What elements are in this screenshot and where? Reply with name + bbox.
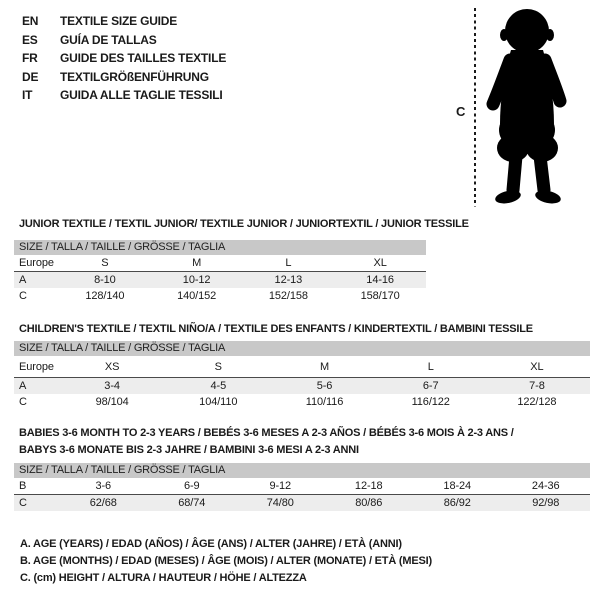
language-row — [22, 49, 226, 68]
table-row-height — [14, 394, 590, 410]
value-cell: 152/158 — [268, 290, 308, 302]
language-code: EN — [22, 14, 39, 28]
table-row-age-months — [14, 478, 590, 495]
size-header-bar: SIZE / TALLA / TAILLE / GRÖSSE / TAGLIA — [14, 341, 590, 356]
value-cell: 80/86 — [355, 497, 383, 509]
size-cell: XL — [373, 257, 387, 269]
value-cell: 6-9 — [183, 480, 200, 492]
value-cell: 12-18 — [354, 480, 383, 492]
value-cell: 158/170 — [360, 290, 400, 302]
language-title: GUIDE DES TAILLES TEXTILE — [60, 51, 227, 65]
table-row-height — [14, 495, 590, 511]
language-code: DE — [22, 69, 39, 84]
value-cell: 8-10 — [94, 274, 116, 286]
junior-size-table — [14, 218, 469, 304]
language-row — [22, 86, 226, 105]
language-title: TEXTILGRÖßENFÜHRUNG — [60, 69, 209, 84]
height-measure-label: C — [456, 104, 466, 119]
value-cell: 18-24 — [443, 480, 472, 492]
language-row — [22, 68, 226, 87]
row-label: Europe — [19, 257, 54, 269]
value-cell: 98/104 — [95, 396, 129, 408]
legend-line-a: A. AGE (YEARS) / EDAD (AÑOS) / ÂGE (ANS) / ALTER (JAHRE) / ETÀ (ANNI) — [20, 538, 402, 550]
row-label: Europe — [19, 360, 54, 373]
value-cell: 3-6 — [95, 480, 112, 492]
table-title: CHILDREN'S TEXTILE / TEXTIL NIÑO/A / TEXTILE DES ENFANTS / KINDERTEXTIL / BAMBINI TESSILE — [19, 323, 533, 335]
value-cell: 9-12 — [269, 480, 292, 492]
language-code: FR — [22, 51, 38, 65]
size-header-bar: SIZE / TALLA / TAILLE / GRÖSSE / TAGLIA — [14, 463, 590, 478]
table-title-block — [14, 425, 590, 459]
table-row-age — [14, 378, 590, 394]
value-cell: 68/74 — [178, 497, 206, 509]
legend-line-c: C. (cm) HEIGHT / ALTURA / HAUTEUR / HÖHE / ALTEZZA — [20, 572, 307, 585]
children-size-table — [14, 323, 590, 410]
language-code: ES — [22, 32, 38, 47]
baby-silhouette-icon — [483, 8, 575, 213]
table-title-line2: BABYS 3-6 MONATE BIS 2-3 JAHRE / BAMBINI 3-6 MESI A 2-3 ANNI — [19, 444, 359, 456]
row-label: C — [19, 396, 27, 408]
value-cell: 5-6 — [316, 380, 333, 392]
value-cell: 14-16 — [366, 274, 394, 286]
row-label: A — [19, 274, 27, 286]
value-cell: 4-5 — [210, 380, 227, 392]
row-label: A — [19, 380, 27, 392]
size-cell: M — [319, 360, 330, 373]
size-cell: S — [101, 257, 109, 269]
row-label: C — [19, 290, 27, 302]
value-cell: 104/110 — [199, 396, 238, 408]
language-title-list — [22, 12, 226, 105]
language-title: TEXTILE SIZE GUIDE — [60, 14, 178, 28]
language-row — [22, 31, 226, 50]
row-label: B — [19, 480, 27, 492]
value-cell: 86/92 — [443, 497, 471, 509]
size-cell: L — [427, 360, 434, 373]
value-cell: 3-4 — [104, 380, 120, 392]
height-dotted-line — [474, 8, 476, 207]
table-title: JUNIOR TEXTILE / TEXTIL JUNIOR/ TEXTILE JUNIOR / JUNIORTEXTIL / JUNIOR TESSILE — [19, 218, 469, 230]
value-cell: 140/152 — [177, 290, 217, 302]
language-code: IT — [22, 88, 33, 102]
legend-line-b: B. AGE (MONTHS) / EDAD (MESES) / ÂGE (MOIS) / ALTER (MONATE) / ETÀ (MESI) — [20, 555, 432, 568]
row-label: C — [19, 497, 27, 509]
babies-size-table — [14, 425, 590, 511]
size-cell: XL — [530, 360, 544, 373]
language-title: GUÍA DE TALLAS — [60, 32, 157, 47]
value-cell: 110/116 — [305, 396, 344, 408]
table-row-europe — [14, 255, 426, 272]
language-title: GUIDA ALLE TAGLIE TESSILI — [60, 88, 223, 102]
table-row-height — [14, 288, 426, 304]
value-cell: 24-36 — [531, 480, 560, 492]
value-cell: 62/68 — [89, 497, 117, 509]
value-cell: 128/140 — [85, 290, 125, 302]
value-cell: 10-12 — [182, 274, 211, 286]
table-title-line1: BABIES 3-6 MONTH TO 2-3 YEARS / BEBÉS 3-6 MESES A 2-3 AÑOS / BÉBÉS 3-6 MOIS À 2-3 ANS / — [19, 427, 514, 439]
value-cell: 7-8 — [529, 380, 545, 392]
value-cell: 12-13 — [274, 274, 303, 286]
size-cell: XS — [104, 360, 120, 373]
language-row — [22, 12, 226, 31]
size-cell: M — [192, 257, 202, 269]
value-cell: 116/122 — [411, 396, 450, 408]
size-cell: L — [285, 257, 292, 269]
value-cell: 74/80 — [266, 497, 294, 509]
measure-legend — [20, 536, 432, 588]
table-row-europe — [14, 356, 590, 378]
value-cell: 92/98 — [532, 497, 560, 509]
size-cell: S — [214, 360, 222, 373]
size-header-bar: SIZE / TALLA / TAILLE / GRÖSSE / TAGLIA — [14, 240, 426, 255]
value-cell: 6-7 — [422, 380, 439, 392]
value-cell: 122/128 — [517, 396, 557, 408]
table-row-age — [14, 272, 426, 288]
